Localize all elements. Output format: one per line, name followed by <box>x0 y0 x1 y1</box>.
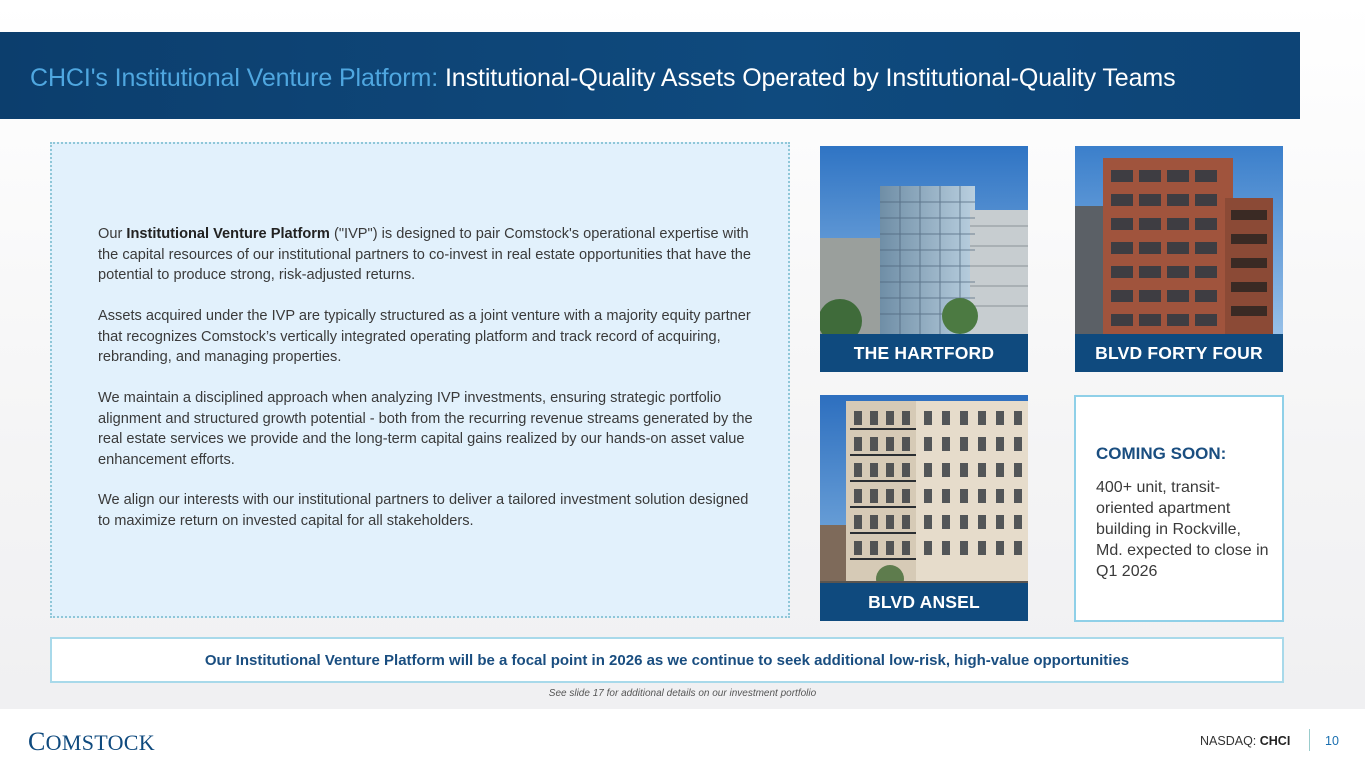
paragraph-ivp-intro-post: ("IVP") is designed to pair Comstock's operational expertise with the capital resources of our institutional partners to co-invest in real estate opportunities that have the potential to produce strong, risk-adjusted returns. <box>98 226 752 283</box>
focal-point-banner: Our Institutional Venture Platform will be a focal point in 2026 as we continue to seek additional low-risk, high-value opportunities <box>50 637 1284 683</box>
logo-rest: OMSTOCK <box>45 730 155 755</box>
caption-hartford: THE HARTFORD <box>820 334 1028 372</box>
footer <box>0 709 1365 768</box>
nasdaq-ticker <box>1200 734 1290 748</box>
ticker-label: NASDAQ: <box>1200 734 1260 748</box>
paragraph-ivp-intro-pre: Our <box>98 226 127 242</box>
paragraph-ivp-intro <box>98 224 758 286</box>
coming-soon-title: COMING SOON: <box>1096 444 1227 463</box>
logo-initial: C <box>28 727 46 756</box>
footer-divider <box>1309 729 1310 751</box>
paragraph-ivp-structure: Assets acquired under the IVP are typically structured as a joint venture with a majority equity partner that recognizes Comstock’s vertically integrated operating platform and track record of acquiring, rebranding, and managing properties. <box>98 308 751 365</box>
property-photo-blvd-forty-four <box>1075 146 1283 372</box>
property-photo-hartford <box>820 146 1028 372</box>
ivp-name-bold: Institutional Venture Platform <box>126 226 330 242</box>
comstock-logo <box>28 727 155 757</box>
page-title-lead: CHCI's Institutional Venture Platform: <box>30 64 439 92</box>
coming-soon-card <box>1074 395 1284 622</box>
paragraph-ivp-alignment: We align our interests with our institutional partners to deliver a tailored investment solution designed to maximize return on invested capital for all stakeholders. <box>98 492 749 529</box>
caption-blvd-forty-four: BLVD FORTY FOUR <box>1075 334 1283 372</box>
paragraph-ivp-approach: We maintain a disciplined approach when analyzing IVP investments, ensuring strategic portfolio alignment and structured growth potential - both from the recurring revenue streams generated by the real estate services we provide and the long-term capital gains realized by our hands-on asset value enhancement efforts. <box>98 390 753 468</box>
footnote: See slide 17 for additional details on our investment portfolio <box>548 688 817 699</box>
ticker-symbol: CHCI <box>1259 734 1291 748</box>
caption-blvd-ansel: BLVD ANSEL <box>820 583 1028 621</box>
description-panel <box>50 142 790 618</box>
page-title-rest: Institutional-Quality Assets Operated by Institutional-Quality Teams <box>444 64 1176 92</box>
property-photo-blvd-ansel <box>820 395 1028 621</box>
coming-soon-description: 400+ unit, transit-oriented apartment building in Rockville, Md. expected to close in Q1 2026 <box>1096 479 1269 580</box>
page-number: 10 <box>1325 734 1339 748</box>
page-title <box>30 64 1176 93</box>
